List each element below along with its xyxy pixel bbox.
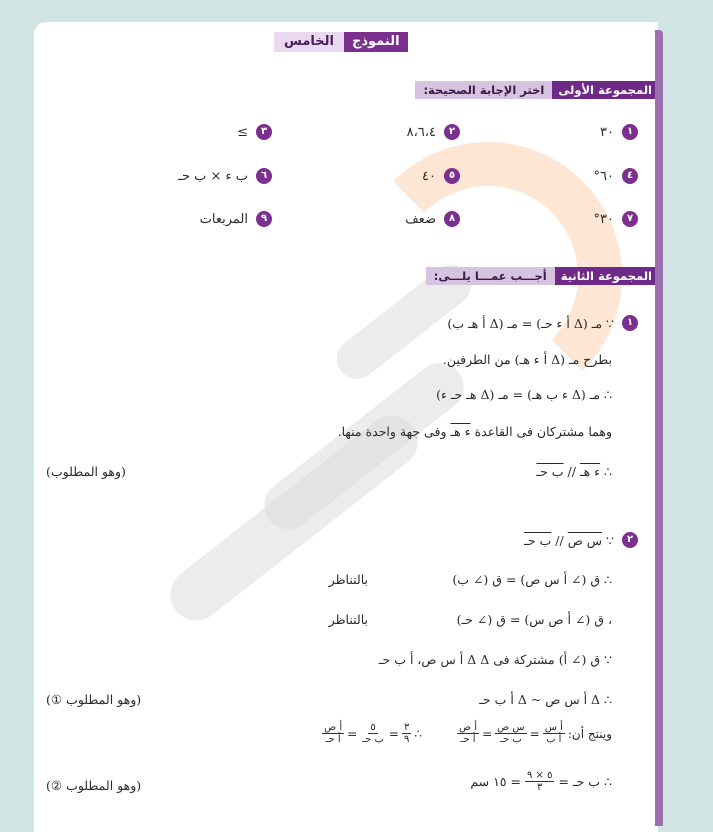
q2-required-note-1: (وهو المطلوب ①) [46,692,142,707]
group1-header [415,81,658,99]
answer-number: ١ [622,124,638,140]
answer-text: المربعات [199,211,248,227]
model-word: النموذج [344,32,408,52]
page-edge [655,30,663,826]
answer-item [200,211,272,227]
answer-number: ٨ [444,211,460,227]
answer-text: ٦٠° [593,168,614,184]
answer-item [422,168,460,184]
answer-number: ٣ [256,124,272,140]
q2-line-5: ∴ Δ أ س ص ~ Δ أ ب حـ [479,692,612,707]
q2-line-3: ، ق (∠ أ ص س) = ق (∠ حـ) [456,612,612,627]
fraction-numerator: ٥ [370,722,376,733]
fraction [402,722,411,745]
segment-xy: س ص [567,532,603,548]
q1-text-1: ∵ مـ (Δ أ ء حـ) = مـ (Δ أ هـ ب) [447,315,614,331]
fraction-numerator: ٣ [403,722,410,733]
q2-line-2: ∴ ق (∠ أ س ص) = ق (∠ ب) [452,572,612,587]
q1-required-note: (وهو المطلوب) [46,464,126,479]
answer-item [600,124,638,140]
parallel-symbol: // [567,464,576,479]
answer-number: ٥ [444,168,460,184]
q1-text-4c: وفى جهة واحدة منها. [337,424,447,439]
answer-text: ب ء × ب حـ [178,168,248,184]
q2-text-7a: ∴ ب حـ = [558,774,612,789]
therefore-symbol: ∴ [414,726,422,741]
q1-line-5 [536,464,612,479]
group1-title: المجموعة الأولى [552,81,658,99]
answer-item [405,211,460,227]
model-name: الخامس [274,32,344,52]
fraction-numerator: أ س [544,722,563,733]
answer-number: ٩ [256,211,272,227]
because-symbol: ∵ [606,532,614,548]
segment-bc: ب حـ [536,464,564,479]
answer-item [237,124,272,140]
answer-text: ٣٠ [600,124,614,140]
answer-item [178,168,272,184]
q1-line-2: بطرح مـ (Δ أ ء هـ) من الطرفين. [442,352,612,367]
fraction-denominator: ب حـ [362,734,384,745]
fraction [495,722,526,745]
watermark-stroke [255,353,474,539]
fraction [457,722,479,745]
fraction-numerator: ٥ × ٩ [526,770,553,781]
group2-instruction: أجـــب عمـــا يلـــى: [426,267,555,285]
q2-line-1 [524,532,638,548]
answer-item [594,211,638,227]
answer-number: ٤ [622,168,638,184]
answer-text: ٨،٦،٤ [406,124,436,140]
therefore-symbol: ∴ [604,464,612,479]
segment-bc: ب حـ [524,532,552,548]
question-number: ٢ [622,532,638,548]
group2-header [426,267,658,285]
q2-final-line [470,770,612,793]
fraction-numerator: أ ص [324,722,343,733]
q2-text-7b: = ١٥ سم [470,774,521,789]
q2-line-4: ∵ ق (∠ أ) مشتركة فى Δ Δ أ س ص، أ ب حـ [378,652,612,667]
answer-text: ٤٠ [422,168,436,184]
fraction-numerator: أ ص [459,722,478,733]
answer-text: ضعف [405,211,436,227]
q1-line-4 [338,424,612,439]
fraction [543,722,565,745]
segment-de: ء هـ [579,464,601,479]
parallel-symbol: // [555,532,564,548]
fraction [525,770,555,793]
q2-line-2-reason: بالتناظر [328,572,368,587]
answer-number: ٢ [444,124,460,140]
answer-text: ٣٠° [593,211,614,227]
fraction-denominator: أ حـ [325,734,341,745]
answer-item [594,168,638,184]
group1-instruction: اختر الإجابة الصحيحة: [415,81,552,99]
fraction-denominator: ٩ [403,734,410,745]
fraction [322,722,344,745]
answer-item [407,124,460,140]
fraction [360,722,386,745]
q2-required-note-2: (وهو المطلوب ②) [46,778,142,793]
q2-text-6a: وينتج أن: [567,726,612,741]
q2-ratios-right: ∴ ٣ ٩ = ٥ ب حـ = أ ص أ حـ [324,722,422,745]
fraction-denominator: ٣ [537,782,543,793]
fraction-numerator: س ص [497,722,525,733]
segment-de: ء هـ [450,424,471,439]
q1-text-4a: وهما مشتركان فى القاعدة [474,424,612,439]
fraction-denominator: ب حـ [500,734,522,745]
model-header [274,32,408,52]
q2-ratios-left: وينتج أن: أ س أ ب = س ص ب حـ = أ ص أ حـ [459,722,612,745]
answer-text: ≥ [237,124,248,140]
group2-title: المجموعة الثانية [555,267,658,285]
question-number: ١ [622,315,638,331]
q1-line-3: ∴ مـ (Δ ء ب هـ) = مـ (Δ هـ حـ ء) [436,387,612,402]
q2-line-3-reason: بالتناظر [328,612,368,627]
worksheet-card [34,22,658,832]
fraction-denominator: أ حـ [460,734,476,745]
q1-line-1 [447,315,638,331]
answer-number: ٦ [256,168,272,184]
answer-number: ٧ [622,211,638,227]
fraction-denominator: أ ب [546,734,562,745]
